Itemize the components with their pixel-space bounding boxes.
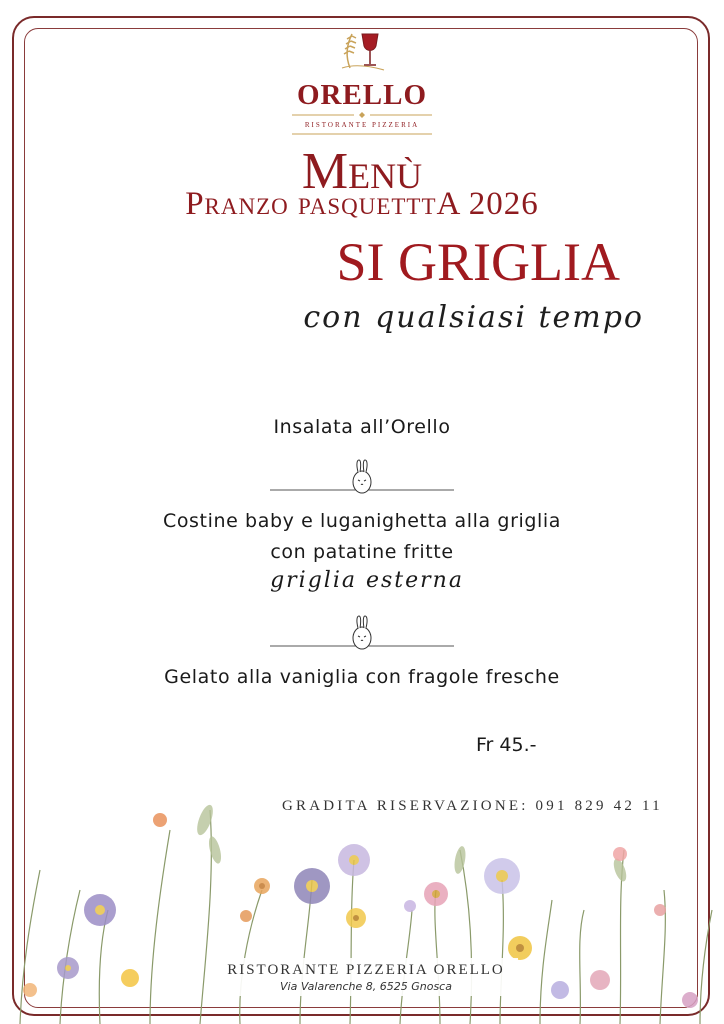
menu-title: Menù	[301, 143, 423, 200]
footer-restaurant-name: RISTORANTE PIZZERIA ORELLO	[227, 962, 505, 978]
course-main-line1: Costine baby e luganighetta alla griglia	[162, 510, 562, 532]
price: Fr 45.-	[476, 734, 537, 756]
tagline: con qualsiasi tempo	[303, 300, 644, 335]
logo-divider	[292, 112, 432, 118]
logo-subtitle: RISTORANTE PIZZERIA	[304, 121, 420, 129]
menu-subtitle: Pranzo pasquetttA 2026	[185, 186, 539, 222]
logo-name: ORELLO	[296, 79, 428, 111]
grill-headline: SI GRIGLIA	[336, 232, 620, 292]
wine-glass-wheat-icon	[336, 28, 388, 72]
reservation-phone: GRADITA RISERVAZIONE: 091 829 42 11	[282, 798, 663, 814]
course-main-note: griglia esterna	[270, 568, 464, 593]
footer	[214, 958, 518, 996]
easter-bunny-egg-icon	[270, 614, 454, 650]
logo-underline	[292, 132, 432, 136]
logo	[0, 28, 724, 136]
easter-bunny-egg-icon	[270, 458, 454, 494]
course-dessert: Gelato alla vaniglia con fragole fresche	[164, 666, 560, 688]
footer-address: Via Valarenche 8, 6525 Gnosca	[280, 980, 452, 993]
course-main-line2: con patatine fritte	[270, 541, 454, 563]
course-starter: Insalata all’Orello	[273, 416, 451, 438]
